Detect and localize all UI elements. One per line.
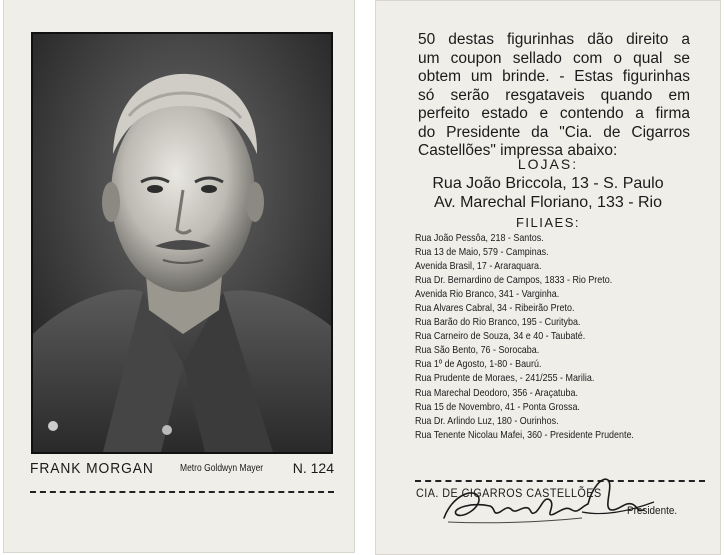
paragraph-line: 50 destas figurinhas dão direito a xyxy=(418,31,690,48)
signature-handwriting xyxy=(432,466,662,536)
list-item: Rua Dr. Arlindo Luz, 180 - Ourinhos. xyxy=(415,415,559,427)
card-caption xyxy=(30,460,334,482)
list-item: Rua Alvares Cabral, 34 - Ribeirão Preto. xyxy=(415,303,575,315)
list-item: Rua 1º de Agosto, 1-80 - Baurú. xyxy=(415,359,542,371)
paragraph-line: perfeito estado e contendo a firma xyxy=(418,105,690,122)
paragraph-line: obtem um brinde. - Estas figurinhas xyxy=(418,68,690,85)
lojas-address: Rua João Briccola, 13 - S. Paulo xyxy=(432,175,664,192)
filiaes-list xyxy=(415,232,705,443)
list-item: Rua João Pessôa, 218 - Santos. xyxy=(415,233,544,244)
studio-name: Metro Goldwyn Mayer xyxy=(180,463,264,474)
paragraph-line: só serão resgataveis quando em xyxy=(418,86,690,104)
paragraph-line: do Presidente da "Cia. de Cigarros xyxy=(418,123,690,141)
paragraph-line: Castellões" impressa abaixo: xyxy=(418,142,618,159)
lojas-address: Av. Marechal Floriano, 133 - Rio xyxy=(434,194,662,211)
redemption-paragraph xyxy=(418,31,690,161)
dashed-divider xyxy=(30,491,334,493)
portrait-photo xyxy=(31,32,333,454)
list-item: Rua Tenente Nicolau Mafei, 360 - Presidente Prudente. xyxy=(415,429,634,441)
list-item: Rua 15 de Novembro, 41 - Ponta Grossa. xyxy=(415,401,580,413)
list-item: Rua Dr. Bernardino de Campos, 1833 - Rio Preto. xyxy=(415,275,613,287)
signatory-title: Presidente. xyxy=(627,505,678,517)
list-item: Rua Marechal Deodoro, 356 - Araçatuba. xyxy=(415,387,578,399)
card-number: N. 124 xyxy=(292,460,334,476)
list-item: Rua Prudente de Moraes, - 241/255 - Marilia. xyxy=(415,373,595,385)
list-item: Avenida Brasil, 17 - Araraquara. xyxy=(415,261,542,273)
actor-name: FRANK MORGAN xyxy=(30,460,154,477)
portrait-illustration xyxy=(33,34,331,452)
list-item: Rua São Bento, 76 - Sorocaba. xyxy=(415,345,540,357)
filiaes-heading: FILIAES: xyxy=(515,215,581,230)
company-name: CIA. DE CIGARROS CASTELLÕES xyxy=(416,486,602,500)
lojas-heading: LOJAS: xyxy=(517,156,579,172)
list-item: Avenida Rio Branco, 341 - Varginha. xyxy=(415,289,560,301)
list-item: Rua Barão do Rio Branco, 195 - Curityba. xyxy=(415,317,581,329)
list-item: Rua 13 de Maio, 579 - Campinas. xyxy=(415,247,549,259)
front-card xyxy=(4,0,354,552)
paragraph-line: um coupon sellado com o qual se xyxy=(418,49,690,67)
list-item: Rua Carneiro de Souza, 34 e 40 - Taubaté. xyxy=(415,331,586,343)
